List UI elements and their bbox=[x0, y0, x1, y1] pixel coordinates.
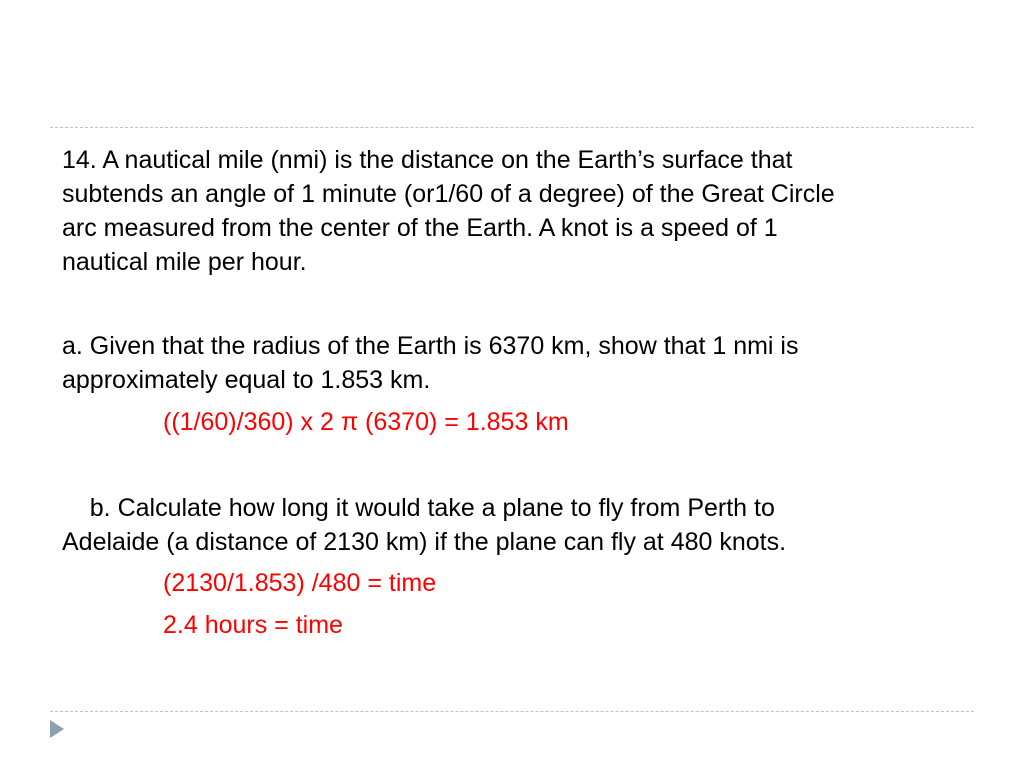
question-line-2: subtends an angle of 1 minute (or1/60 of a degree) of the Great Circle bbox=[62, 180, 835, 208]
part-a-line-2: approximately equal to 1.853 km. bbox=[62, 366, 431, 394]
part-a-answer: ((1/60)/360) x 2 π (6370) = 1.853 km bbox=[163, 408, 569, 436]
question-line-1: 14. A nautical mile (nmi) is the distance on the Earth’s surface that bbox=[62, 146, 793, 174]
part-b-answer-2: 2.4 hours = time bbox=[163, 611, 343, 639]
question-line-4: nautical mile per hour. bbox=[62, 248, 307, 276]
part-a-line-1: a. Given that the radius of the Earth is 6370 km, show that 1 nmi is bbox=[62, 332, 799, 360]
part-b-line-2: Adelaide (a distance of 2130 km) if the plane can fly at 480 knots. bbox=[62, 528, 787, 556]
part-b-line-1: b. Calculate how long it would take a plane to fly from Perth to bbox=[62, 494, 775, 522]
top-divider bbox=[50, 127, 974, 128]
question-line-3: arc measured from the center of the Earth. A knot is a speed of 1 bbox=[62, 214, 778, 242]
bottom-divider bbox=[50, 711, 974, 712]
play-triangle-icon[interactable] bbox=[50, 720, 64, 738]
part-b-answer-1: (2130/1.853) /480 = time bbox=[163, 569, 437, 597]
